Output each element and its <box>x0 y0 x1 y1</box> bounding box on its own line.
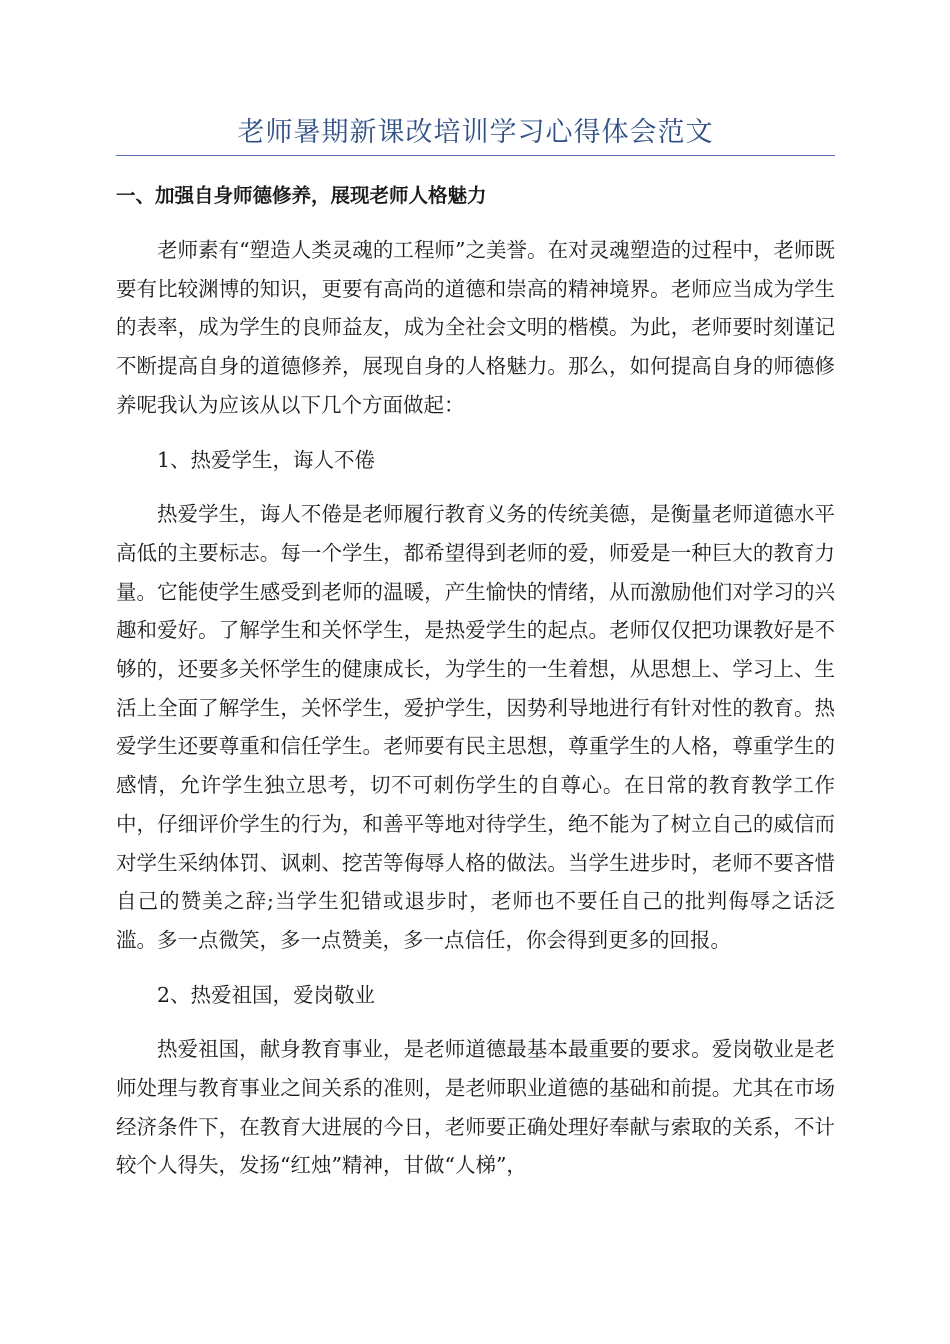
paragraph-love-country: 热爱祖国，献身教育事业，是老师道德最基本最重要的要求。爱岗敬业是老师处理与教育事业之间关系的准则，是老师职业道德的基础和前提。尤其在市场经济条件下，在教育大进展的今日，老师要正确处理好奉献与索取的关系，不计较个人得失，发扬“红烛”精神，甘做“人梯”， <box>116 1037 835 1178</box>
section-heading: 一、加强自身师德修养，展现老师人格魅力 <box>116 184 487 207</box>
subheading-love-students: 1、热爱学生，诲人不倦 <box>157 447 376 472</box>
document-title: 老师暑期新课改培训学习心得体会范文 <box>237 117 714 148</box>
title-underline <box>116 155 835 156</box>
paragraph-intro: 老师素有“塑造人类灵魂的工程师”之美誉。在对灵魂塑造的过程中，老师既要有比较渊博的知识，更要有高尚的道德和崇高的精神境界。老师应当成为学生的表率，成为学生的良师益友，成为全社会文明的楷模。为此，老师要时刻谨记不断提高自身的道德修养，展现自身的人格魅力。那么，如何提高自身的师德修养呢我认为应该从以下几个方面做起： <box>116 238 835 417</box>
document-body <box>116 231 835 1201</box>
subheading-love-country: 2、热爱祖国，爱岗敬业 <box>157 982 376 1007</box>
paragraph-love-students: 热爱学生，诲人不倦是老师履行教育义务的传统美德，是衡量老师道德水平高低的主要标志。每一个学生，都希望得到老师的爱，师爱是一种巨大的教育力量。它能使学生感受到老师的温暖，产生愉快的情绪，从而激励他们对学习的兴趣和爱好。了解学生和关怀学生，是热爱学生的起点。老师仅仅把功课教好是不够的，还要多关怀学生的健康成长，为学生的一生着想，从思想上、学习上、生活上全面了解学生，关怀学生，爱护学生，因势利导地进行有针对性的教育。热爱学生还要尊重和信任学生。老师要有民主思想，尊重学生的人格，尊重学生的感情，允许学生独立思考，切不可刺伤学生的自尊心。在日常的教育教学工作中，仔细评价学生的行为，和善平等地对待学生，绝不能为了树立自己的威信而对学生采纳体罚、讽刺、挖苦等侮辱人格的做法。当学生进步时，老师不要吝惜自己的赞美之辞;当学生犯错或退步时，老师也不要任自己的批判侮辱之话泛滥。多一点微笑，多一点赞美，多一点信任，你会得到更多的回报。 <box>116 502 835 952</box>
